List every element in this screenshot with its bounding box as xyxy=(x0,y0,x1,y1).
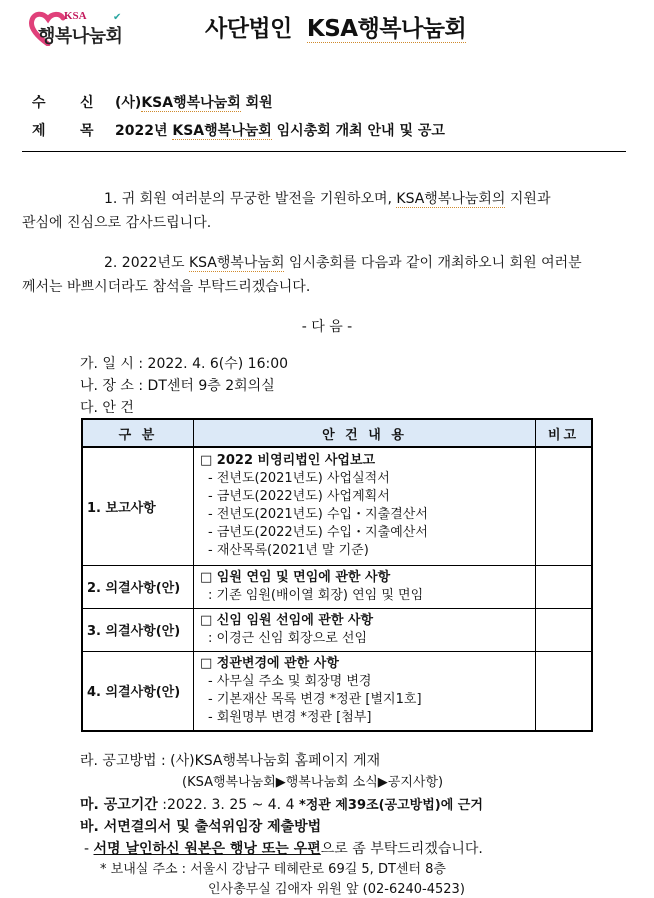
notice-period xyxy=(80,794,483,814)
row-category: 1. 보고사항 xyxy=(82,447,194,565)
organization-logo xyxy=(28,8,153,48)
paragraph-1-line-1 xyxy=(104,188,550,208)
row-content xyxy=(194,565,536,608)
row-item: : 이경근 신임 회장으로 선임 xyxy=(208,630,368,646)
leaf-icon: ✔ xyxy=(113,12,122,23)
recipient-label-2: 신 xyxy=(80,95,94,111)
header-content: 안 건 내 용 xyxy=(194,419,536,447)
row-title: □ 2022 비영리법인 사업보고 xyxy=(200,453,376,469)
header-category: 구 분 xyxy=(82,419,194,447)
submit-dash: - xyxy=(84,841,94,857)
row-item: - 금년도(2022년도) 사업계획서 xyxy=(208,489,390,505)
row-category: 3. 의결사항(안) xyxy=(82,608,194,651)
submit-rest: 으로 좀 부탁드리겠습니다. xyxy=(320,841,483,857)
table-row xyxy=(82,447,592,565)
subject-prefix: 2022년 xyxy=(115,123,173,139)
table-row xyxy=(82,565,592,608)
notice-method-path: (KSA행복나눔회▶행복나눔회 소식▶공지사항) xyxy=(182,775,444,790)
row-note xyxy=(536,447,593,565)
row-category: 4. 의결사항(안) xyxy=(82,651,194,731)
subject-label-2: 목 xyxy=(80,123,94,139)
row-item: - 재산목록(2021년 말 기준) xyxy=(208,543,369,559)
table-header-row xyxy=(82,419,592,447)
agenda-table xyxy=(81,418,593,732)
meeting-date: 가. 일 시 : 2022. 4. 6(수) 16:00 xyxy=(80,356,289,372)
address-line-1: * 보내실 주소 : 서울시 강남구 테헤란로 69길 5, DT센터 8층 xyxy=(100,862,446,877)
row-category: 2. 의결사항(안) xyxy=(82,565,194,608)
para2-org: KSA행복나눔회 xyxy=(188,255,285,271)
document-title xyxy=(205,10,466,43)
row-item: - 사무실 주소 및 회장명 변경 xyxy=(208,673,372,689)
row-note xyxy=(536,651,593,731)
header-divider xyxy=(22,151,626,152)
meeting-place: 나. 장 소 : DT센터 9층 2회의실 xyxy=(80,378,275,394)
subject-label-1: 제 xyxy=(32,123,46,139)
row-content xyxy=(194,608,536,651)
para1-text: 1. 귀 회원 여러분의 무궁한 발전을 기원하오며, xyxy=(104,191,397,207)
row-content xyxy=(194,447,536,565)
para2-text: 2. 2022년도 xyxy=(104,255,189,271)
table-row xyxy=(82,608,592,651)
submit-heading: 바. 서면결의서 및 출석위임장 제출방법 xyxy=(80,819,322,835)
title-prefix: 사단법인 xyxy=(205,16,292,42)
paragraph-2-line-1 xyxy=(104,252,582,272)
row-item: - 기본재산 목록 변경 *정관 [별지1호] xyxy=(208,691,422,707)
row-title: □ 신임 임원 선임에 관한 사항 xyxy=(200,612,374,628)
para1-suffix: 지원과 xyxy=(505,191,551,207)
row-content xyxy=(194,651,536,731)
row-item: - 전년도(2021년도) 수입・지출결산서 xyxy=(208,507,428,523)
subject-suffix: 임시총회 개최 안내 및 공고 xyxy=(271,123,445,139)
row-title: □ 정관변경에 관한 사항 xyxy=(200,655,339,671)
row-item: - 회원명부 변경 *정관 [첨부] xyxy=(208,709,372,725)
row-item: : 기존 임원(배이열 회장) 연임 및 면임 xyxy=(208,587,424,603)
period-basis: *정관 제39조(공고방법)에 근거 xyxy=(298,798,483,813)
agenda-heading: 다. 안 건 xyxy=(80,400,134,416)
subject-org: KSA행복나눔회 xyxy=(172,123,272,139)
submit-instruction xyxy=(84,838,483,858)
logo-ksa-text: KSA xyxy=(64,10,87,22)
para1-org: KSA행복나눔회의 xyxy=(396,191,506,207)
paragraph-2-line-2: 께서는 바쁘시더라도 참석을 부탁드리겠습니다. xyxy=(22,279,311,295)
row-note xyxy=(536,565,593,608)
header-note: 비고 xyxy=(536,419,593,447)
separator-heading: - 다 음 - xyxy=(301,319,353,335)
logo-name-text: 행복나눔회 xyxy=(38,26,123,47)
recipient-suffix: 회원 xyxy=(240,95,273,111)
address-line-2: 인사총무실 김애자 위원 앞 (02-6240-4523) xyxy=(208,882,465,897)
paragraph-1-line-2: 관심에 진심으로 감사드립니다. xyxy=(22,215,212,231)
period-label: 마. 공고기간 xyxy=(80,797,158,813)
row-note xyxy=(536,608,593,651)
table-row xyxy=(82,651,592,731)
title-org: KSA행복나눔회 xyxy=(306,16,467,42)
row-title: □ 임원 연임 및 면임에 관한 사항 xyxy=(200,569,391,585)
row-item: - 금년도(2022년도) 수입・지출예산서 xyxy=(208,525,428,541)
recipient-org: KSA행복나눔회 xyxy=(141,95,241,111)
submit-emphasis: 서명 날인하신 원본은 행낭 또는 우편 xyxy=(93,841,321,857)
recipient-value xyxy=(115,92,273,112)
para2-suffix: 임시총회를 다음과 같이 개최하오니 회원 여러분 xyxy=(284,255,582,271)
subject-value xyxy=(115,120,445,140)
period-value: :2022. 3. 25 ~ 4. 4 xyxy=(157,797,299,813)
recipient-label-1: 수 xyxy=(32,95,46,111)
notice-method: 라. 공고방법 : (사)KSA행복나눔회 홈페이지 게재 xyxy=(80,753,381,769)
row-item: - 전년도(2021년도) 사업실적서 xyxy=(208,471,390,487)
recipient-prefix: (사) xyxy=(115,95,142,111)
